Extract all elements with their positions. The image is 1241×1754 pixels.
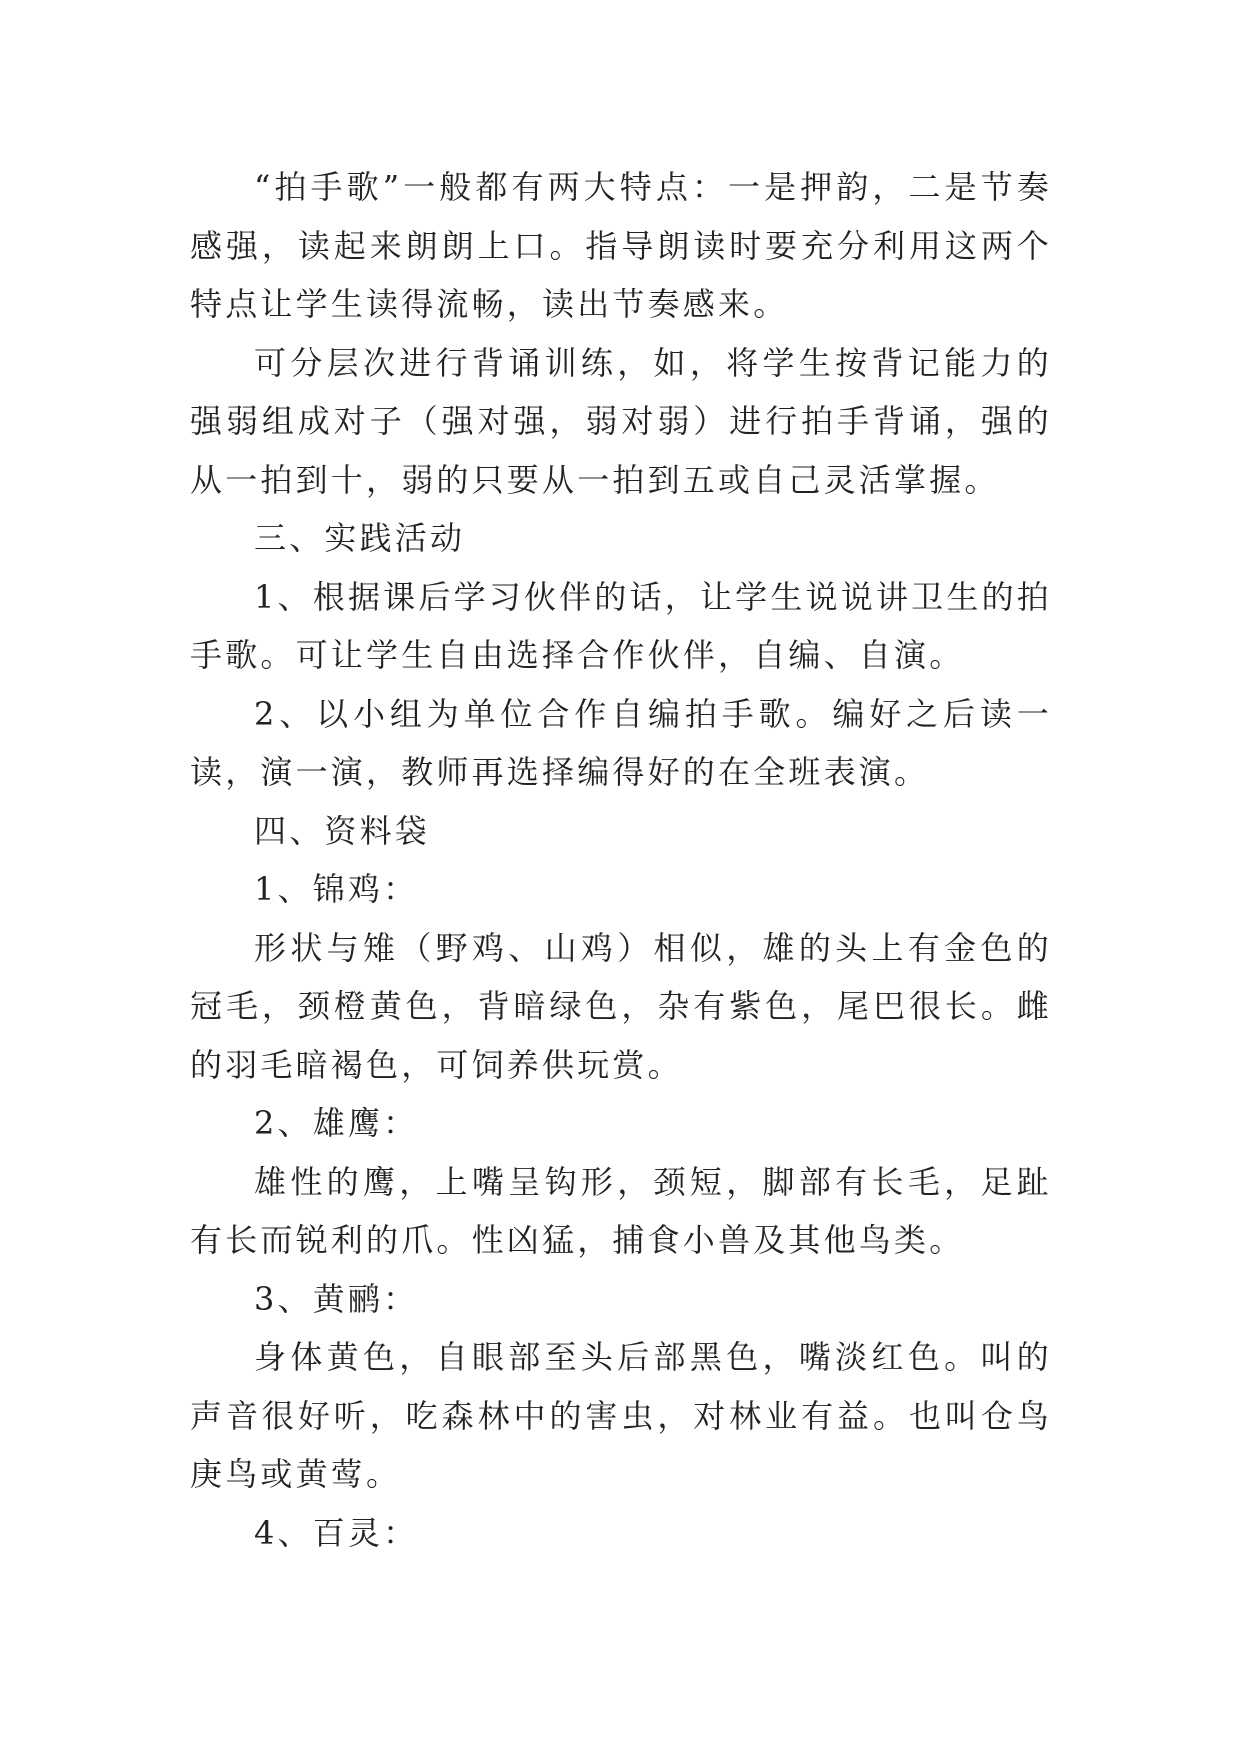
paragraph-recitation-training: 可分层次进行背诵训练，如，将学生按背记能力的强弱组成对子（强对强，弱对弱）进行拍手背诵，强的从一拍到十，弱的只要从一拍到五或自己灵活掌握。 — [190, 343, 1052, 499]
document-body — [190, 158, 1052, 1562]
item-heading-oriole: 3、黄鹂： — [254, 1279, 419, 1318]
section-heading-practice: 三、实践活动 — [254, 519, 466, 557]
item-heading-golden-pheasant: 1、锦鸡： — [254, 870, 419, 908]
paragraph-golden-pheasant: 形状与雉（野鸡、山鸡）相似，雄的头上有金色的冠毛，颈橙黄色，背暗绿色，杂有紫色，尾巴很长。雌的羽毛暗褐色，可饲养供玩赏。 — [190, 928, 1052, 1084]
paragraph-clapping-song-features: “拍手歌”一般都有两大特点：一是押韵，二是节奏感强，读起来朗朗上口。指导朗读时要充分利用这两个特点让学生读得流畅，读出节奏感来。 — [190, 168, 1052, 323]
paragraph-eagle: 雄性的鹰，上嘴呈钩形，颈短，脚部有长毛，足趾有长而锐利的爪。性凶猛，捕食小兽及其他鸟类。 — [190, 1162, 1052, 1259]
section-heading-resources: 四、资料袋 — [254, 811, 431, 850]
item-heading-lark: 4、百灵： — [254, 1513, 419, 1552]
paragraph-practice-1: 1、根据课后学习伙伴的话，让学生说说讲卫生的拍手歌。可让学生自由选择合作伙伴，自编、自演。 — [190, 577, 1052, 674]
paragraph-oriole: 身体黄色，自眼部至头后部黑色，嘴淡红色。叫的声音很好听，吃森林中的害虫，对林业有益。也叫仓鸟庚鸟或黄莺。 — [190, 1338, 1052, 1493]
paragraph-practice-2: 2、以小组为单位合作自编拍手歌。编好之后读一读，演一演，教师再选择编得好的在全班表演。 — [190, 694, 1052, 791]
item-heading-eagle: 2、雄鹰： — [254, 1104, 419, 1142]
